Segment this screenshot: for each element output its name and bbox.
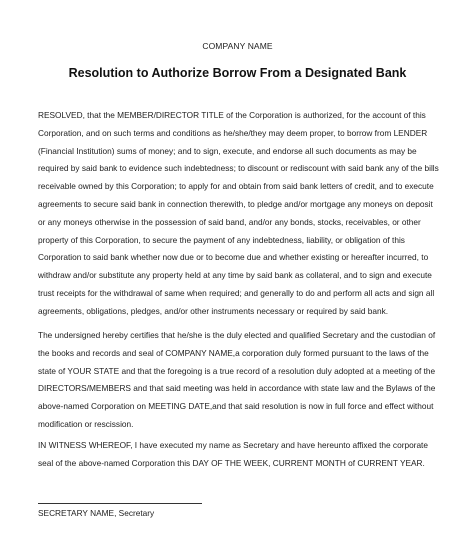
company-name-heading: COMPANY NAME <box>202 41 273 51</box>
signature-name: SECRETARY NAME, Secretary <box>38 508 155 518</box>
signature-line <box>38 503 202 504</box>
document-title: Resolution to Authorize Borrow From a Designated Bank <box>68 66 407 80</box>
witness-paragraph: IN WITNESS WHEREOF, I have executed my name as Secretary and have hereunto affixed the corporate seal of the above-named Corporation this DAY OF THE WEEK, CURRENT MONTH of CURRENT YEAR. <box>38 440 428 468</box>
certification-paragraph: The undersigned hereby certifies that he/she is the duly elected and qualified Secretary and the custodian of the books and records and seal of COMPANY NAME,a corporation duly formed pursuant to the laws of the state of YOUR STATE and that the foregoing is a true record of a resolution duly adopted at a meeting of the DIRECTORS/MEMBERS and that said meeting was held in accordance with state law and the Bylaws of the above-named Corporation on MEETING DATE,and that said resolution is now in full force and effect without modification or rescission. <box>38 330 436 429</box>
resolved-paragraph: RESOLVED, that the MEMBER/DIRECTOR TITLE of the Corporation is authorized, for the account of this Corporation, and on such terms and conditions as he/she/they may deem proper, to borrow from LENDER (Financial Institution) sums of money; and to sign, execute, and endorse all such documents as may be required by said bank to evidence such indebtedness; to discount or rediscount with said bank any of the bills receivable owned by this Corporation; to apply for and obtain from said bank letters of credit, and to execute agreements to secure said bank in connection therewith, to pledge and/or mortgage any moneys on deposit or any moneys otherwise in the possession of said band, and/or any bonds, stocks, receivables, or other property of this Corporation, to secure the payment of any indebtedness, liability, or obligation of this Corporation to said bank whether now due or to become due and whether existing or hereafter incurred, to withdraw and/or substitute any property held at any time by said bank as collateral, and to sign and execute trust receipts for the withdrawal of same when required; and generally to do and perform all acts and sign all agreements, obligations, pledges, and/or other instruments necessary or required by said bank. <box>38 110 439 316</box>
